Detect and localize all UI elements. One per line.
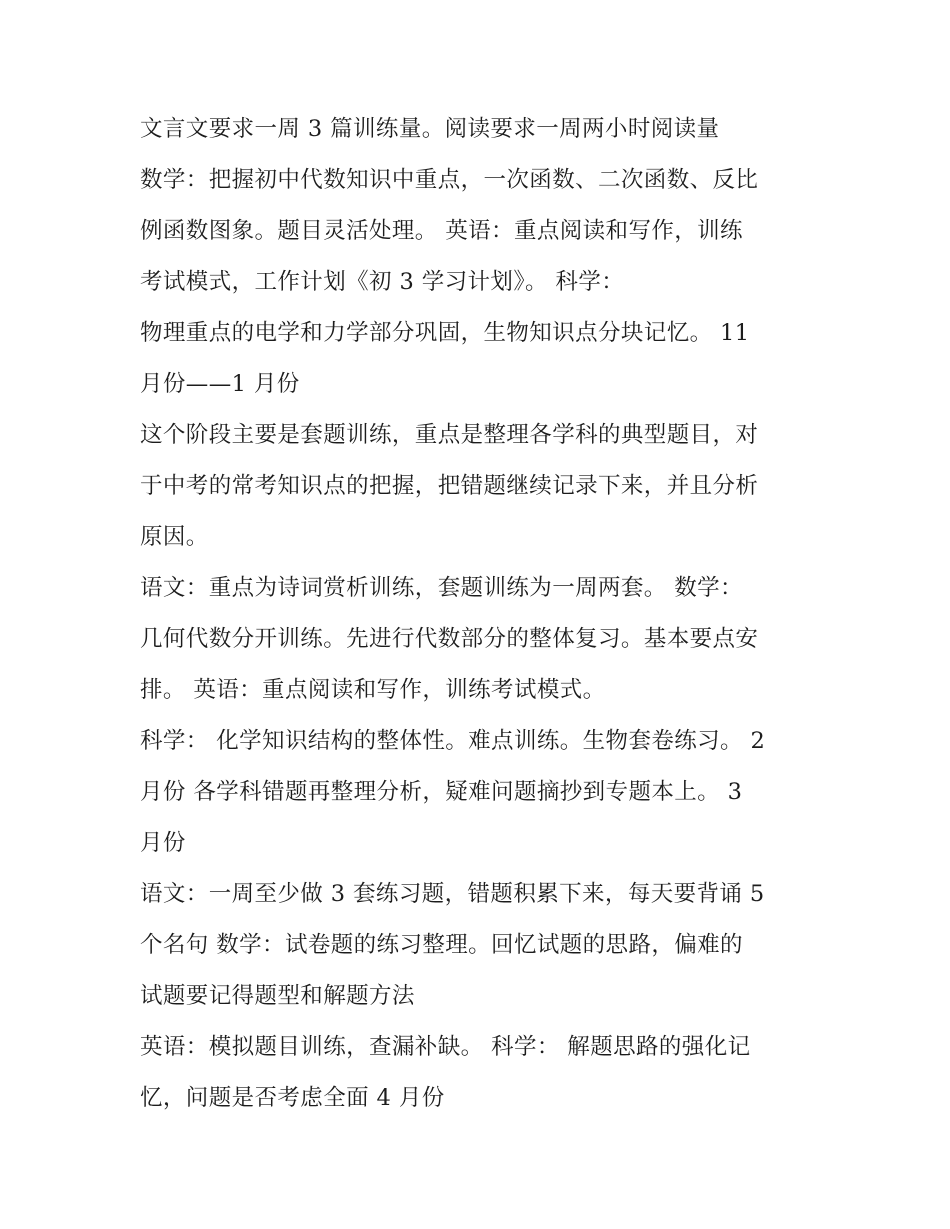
text-line: 忆，问题是否考虑全面 4 月份 [140, 1085, 445, 1111]
text-line: 考试模式，工作计划《初 3 学习计划》。 科学： [140, 269, 625, 295]
text-line: 这个阶段主要是套题训练，重点是整理各学科的典型题目，对 [140, 422, 759, 448]
text-line: 语文：一周至少做 3 套练习题，错题积累下来，每天要背诵 5 [140, 881, 765, 907]
document-body [140, 104, 830, 1124]
text-line: 月份 [140, 830, 186, 856]
text-line: 语文：重点为诗词赏析训练，套题训练为一周两套。 数学： [140, 575, 743, 601]
text-line: 文言文要求一周 3 篇训练量。阅读要求一周两小时阅读量 [140, 116, 720, 142]
text-line: 几何代数分开训练。先进行代数部分的整体复习。基本要点安 [140, 626, 759, 652]
text-line: 排。 英语：重点阅读和写作，训练考试模式。 [140, 677, 606, 703]
text-line: 例函数图象。题目灵活处理。 英语：重点阅读和写作，训练 [140, 218, 743, 244]
text-line: 原因。 [140, 524, 209, 550]
text-line: 月份 各学科错题再整理分析，疑难问题摘抄到专题本上。 3 [140, 779, 743, 805]
text-line: 于中考的常考知识点的把握，把错题继续记录下来，并且分析 [140, 473, 759, 499]
text-line: 月份——1 月份 [140, 371, 300, 397]
text-line: 物理重点的电学和力学部分巩固，生物知识点分块记忆。 11 [140, 320, 750, 346]
text-line: 数学：把握初中代数知识中重点，一次函数、二次函数、反比 [140, 167, 759, 193]
text-line: 试题要记得题型和解题方法 [140, 983, 415, 1009]
text-line: 科学： 化学知识结构的整体性。难点训练。生物套卷练习。 2 [140, 728, 766, 754]
text-line: 英语：模拟题目训练，查漏补缺。 科学： 解题思路的强化记 [140, 1034, 751, 1060]
text-line: 个名句 数学：试卷题的练习整理。回忆试题的思路，偏难的 [140, 932, 743, 958]
